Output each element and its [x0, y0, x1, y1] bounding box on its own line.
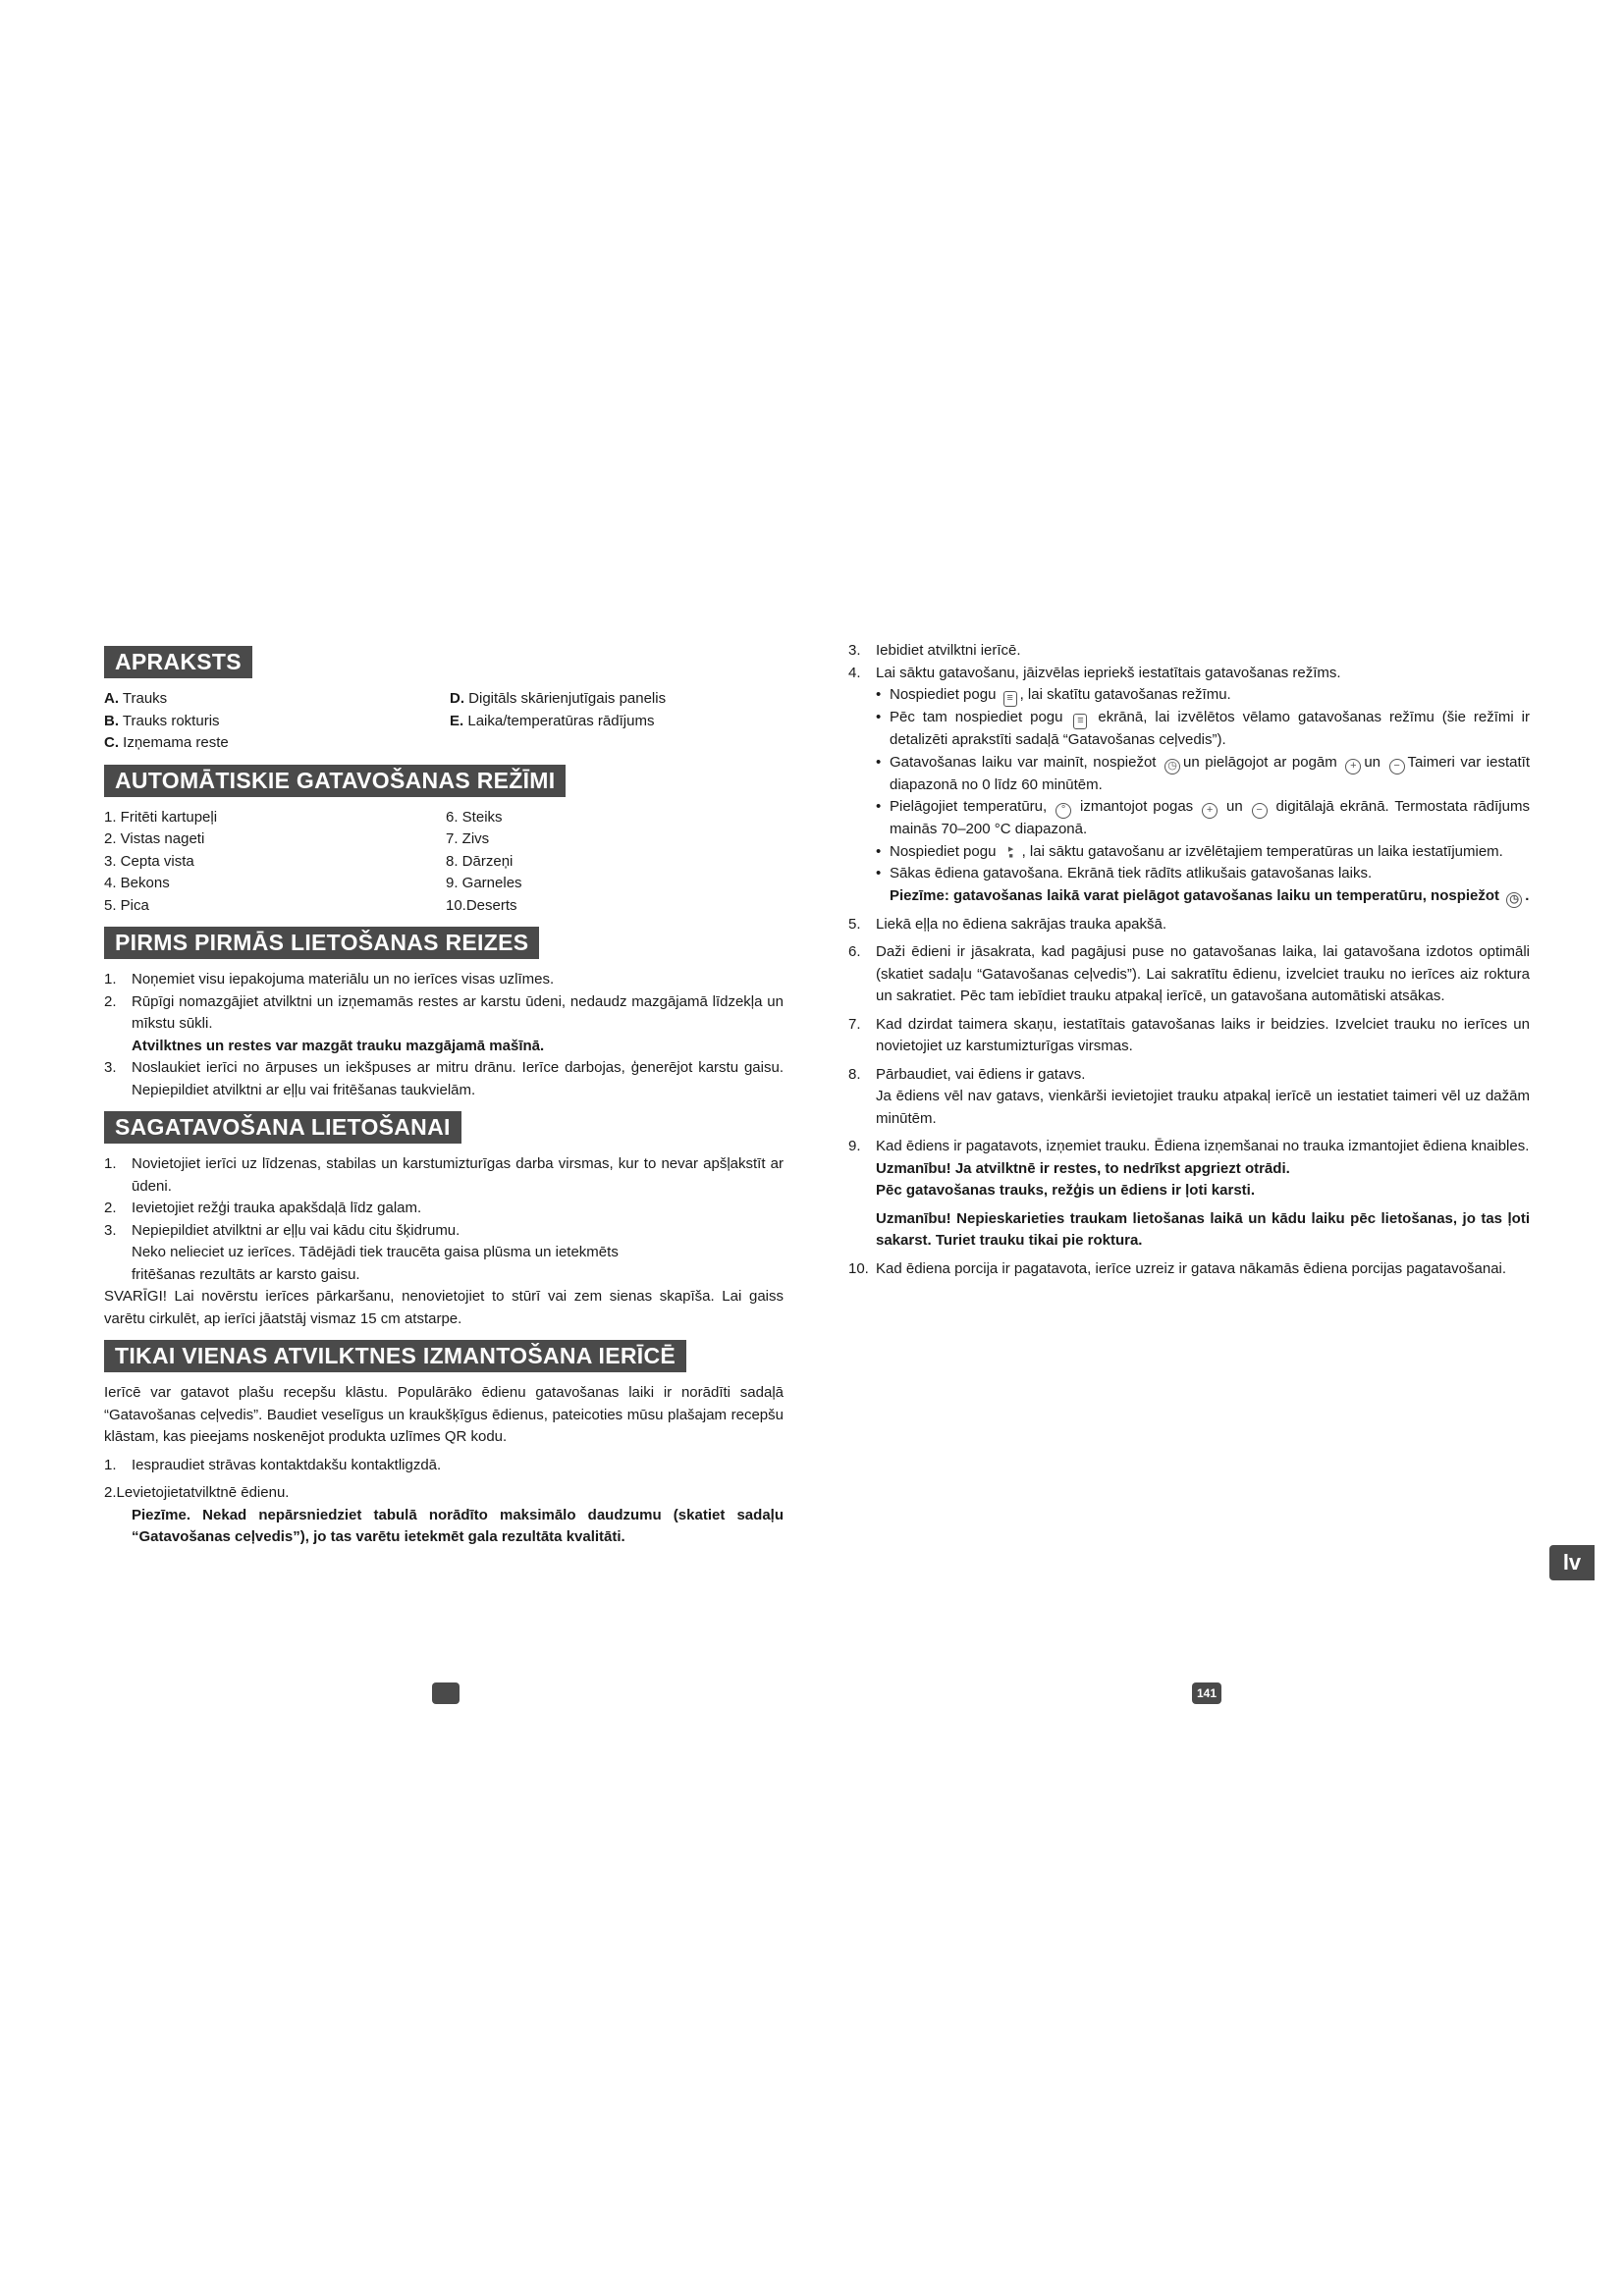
bullet-item: • Gatavošanas laiku var mainīt, nospiežot ◷ un pielāgojot ar pogām + un − Taimeri var iestatīt diapazonā no 0 līdz 60 minūtēm.	[876, 753, 1530, 793]
start-stop-icon: ▶ ■	[1007, 845, 1014, 860]
list-item: 5. Liekā eļļa no ēdiena sakrājas trauka apakšā.	[848, 915, 1167, 933]
menu-icon: ≡	[1073, 714, 1087, 729]
list-item: 3. Noslaukiet ierīci no ārpuses un iekšpuses ar mitru drānu. Ierīce darbojas, ģenerējot karstu gaisu. Nepiepildiet atvilktni ar eļļu vai fritēšanas taukvielām.	[104, 1059, 784, 1098]
list-item: 4. Lai sāktu gatavošanu, jāizvēlas iepriekš iestatītais gatavošanas režīms.	[848, 664, 1341, 681]
plus-icon: +	[1345, 759, 1361, 774]
bullet-item: • Sākas ēdiena gatavošana. Ekrānā tiek rādīts atlikušais gatavošanas laiks.	[876, 865, 1373, 881]
mode-item: 8. Dārzeņi	[446, 852, 514, 870]
section-header-apraksts: APRAKSTS	[104, 646, 252, 678]
parts-list	[104, 688, 784, 755]
list-item: 2. Rūpīgi nomazgājiet atvilktni un izņemamās restes ar karstu ūdeni, nedaudz mazgājamā līdzekļa un mīkstu sūkli.	[104, 992, 784, 1032]
list-item: 1. Iespraudiet strāvas kontaktdakšu kontaktligzdā.	[104, 1456, 442, 1473]
part-b: B. Trauks rokturis	[104, 712, 220, 729]
modes-list	[104, 807, 784, 918]
section-header-first-use: PIRMS PIRMĀS LIETOŠANAS REIZES	[104, 927, 539, 959]
list-item: 1. Noņemiet visu iepakojuma materiālu un no ierīces visas uzlīmes.	[104, 971, 555, 988]
list-item: 10. Kad ēdiena porcija ir pagatavota, ierīce uzreiz ir gatava nākamās ēdiena porcijas pagatavošanai.	[848, 1259, 1507, 1277]
list-item: 7. Kad dzirdat taimera skaņu, iestatītais gatavošanas laiks ir beidzies. Izvelciet trauku no ierīces un novietojiet uz karstumizturīgas virsmas.	[848, 1015, 1530, 1054]
bullet-item: • Nospiediet pogu ≡ , lai skatītu gatavošanas režīmu.	[848, 684, 1530, 707]
page-number-left	[432, 1682, 460, 1704]
bullet-item: • Nospiediet pogu ▶ ■ , lai sāktu gatavošanu ar izvēlētajiem temperatūras un laika iestatījumiem.	[876, 842, 1503, 860]
dishwasher-note: Atvilktnes un restes var mazgāt trauku mazgājamā mašīnā.	[132, 1037, 545, 1054]
bullet-item: • Pēc tam nospiediet pogu ≡ ekrānā, lai izvēlētos vēlamo gatavošanas režīmu (šie režīmi ir detalizēti aprakstīti sadaļā “Gatavošanas ceļvedis”).	[876, 709, 1530, 748]
part-c: C. Izņemama reste	[104, 734, 229, 751]
list-item-continuation: Ja ēdiens vēl nav gatavs, vienkārši ievietojiet trauku atpakaļ ierīcē un iestatiet taimeri vēl uz dažām minūtēm.	[876, 1088, 1530, 1127]
adjust-note: Piezīme: gatavošanas laikā varat pielāgot gatavošanas laiku un temperatūru, nospiežot ◷ .	[848, 885, 1530, 908]
bullet-item: • Pielāgojiet temperatūru, ° izmantojot pogas + un − digitālajā ekrānā. Termostata rādījums mainās 70–200 °C diapazonā.	[876, 798, 1530, 837]
mode-item: 3. Cepta vista	[104, 852, 194, 870]
part-e: E. Laika/temperatūras rādījums	[450, 712, 655, 729]
timer-icon: ◷	[1506, 892, 1522, 908]
right-column	[848, 640, 1530, 1280]
mode-item: 1. Fritēti kartupeļi	[104, 808, 218, 826]
important-note: SVARĪGI! Lai novērstu ierīces pārkaršanu, nenovietojiet to stūrī vai zem sienas skapīša. Lai gaiss varētu cirkulēt, ap ierīci jāatstāj vismaz 15 cm atstarpe.	[104, 1288, 784, 1327]
max-quantity-note: Piezīme. Nekad nepārsniedziet tabulā norādīto maksimālo daudzumu (skatiet sadaļu “Gatavošanas ceļvedis”), jo tas varētu ietekmēt gala rezultāta kvalitāti.	[132, 1506, 784, 1545]
list-item-continuation: Neko nelieciet uz ierīces. Tādējādi tiek traucēta gaisa plūsma un ietekmēts	[132, 1244, 619, 1260]
list-item: 8. Pārbaudiet, vai ēdiens ir gatavs.	[848, 1065, 1086, 1083]
minus-icon: −	[1252, 803, 1268, 819]
list-item: 6. Daži ēdieni ir jāsakrata, kad pagājusi puse no gatavošanas laika, lai gatavošana izdotos optimāli (skatiet sadaļu “Gatavošanas ceļvedis”). Lai sakratītu ēdienu, izvelciet trauku no ierīces aiz roktura un sakratiet. Pēc tam iebīdiet trauku atpakaļ ierīcē, un gatavošana automātiski atsākas.	[848, 943, 1530, 1004]
warning: Uzmanību! Ja atvilktnē ir restes, to nedrīkst apgriezt otrādi.	[876, 1159, 1290, 1177]
list-item: 9. Kad ēdiens ir pagatavots, izņemiet trauku. Ēdiena izņemšanai no trauka izmantojiet ēdiena knaibles.	[848, 1138, 1530, 1154]
intro-paragraph: Ierīcē var gatavot plašu recepšu klāstu. Populārāko ēdienu gatavošanas laiki ir norādīti sadaļā “Gatavošanas ceļvedis”. Baudiet veselīgus un kraukšķīgus ēdienus, pateicoties mūsu plašajam recepšu klāstam, kas pieejams noskenējot produkta uzlīmes QR kodu.	[104, 1384, 784, 1445]
list-item: 2. Ievietojiet režģi trauka apakšdaļā līdz galam.	[104, 1200, 422, 1216]
warning: Pēc gatavošanas trauks, režģis un ēdiens ir ļoti karsti.	[876, 1182, 1255, 1199]
left-column	[104, 646, 784, 1549]
mode-item: 7. Zivs	[446, 830, 490, 847]
section-header-single-drawer: TIKAI VIENAS ATVILKTNES IZMANTOŠANA IERĪCĒ	[104, 1340, 686, 1372]
part-d: D. Digitāls skārienjutīgais panelis	[450, 690, 667, 707]
mode-item: 4. Bekons	[104, 875, 170, 891]
part-a: A. Trauks	[104, 690, 168, 707]
section-header-modes: AUTOMĀTISKIE GATAVOŠANAS REŽĪMI	[104, 765, 566, 797]
list-item: 1. Novietojiet ierīci uz līdzenas, stabilas un karstumizturīgas darba virsmas, kur to nevar apšļakstīt ar ūdeni.	[104, 1155, 784, 1195]
section-header-preparation: SAGATAVOŠANA LIETOŠANAI	[104, 1111, 461, 1144]
language-tab: lv	[1549, 1545, 1595, 1580]
page-number-right: 141	[1192, 1682, 1221, 1704]
plus-icon: +	[1202, 803, 1218, 819]
warning: Uzmanību! Nepieskarieties traukam lietošanas laikā un kādu laiku pēc lietošanas, jo tas ļoti sakarst. Turiet trauku tikai pie roktura.	[876, 1209, 1530, 1249]
list-item-continuation: fritēšanas rezultāts ar karsto gaisu.	[132, 1265, 360, 1283]
list-item: 2.Levietojietatvilktnē ēdienu.	[104, 1484, 290, 1501]
list-item: 3. Iebidiet atvilktni ierīcē.	[848, 642, 1021, 659]
list-item: 3. Nepiepildiet atvilktni ar eļļu vai kādu citu šķidrumu.	[104, 1221, 460, 1239]
menu-icon: ≡	[1003, 691, 1017, 707]
mode-item: 9. Garneles	[446, 875, 522, 891]
mode-item: 5. Pica	[104, 896, 149, 914]
mode-item: 6. Steiks	[446, 808, 503, 826]
minus-icon: −	[1389, 759, 1405, 774]
mode-item: 2. Vistas nageti	[104, 830, 205, 847]
timer-icon: ◷	[1164, 759, 1180, 774]
mode-item: 10.Deserts	[446, 896, 517, 914]
temperature-icon: °	[1056, 803, 1071, 819]
